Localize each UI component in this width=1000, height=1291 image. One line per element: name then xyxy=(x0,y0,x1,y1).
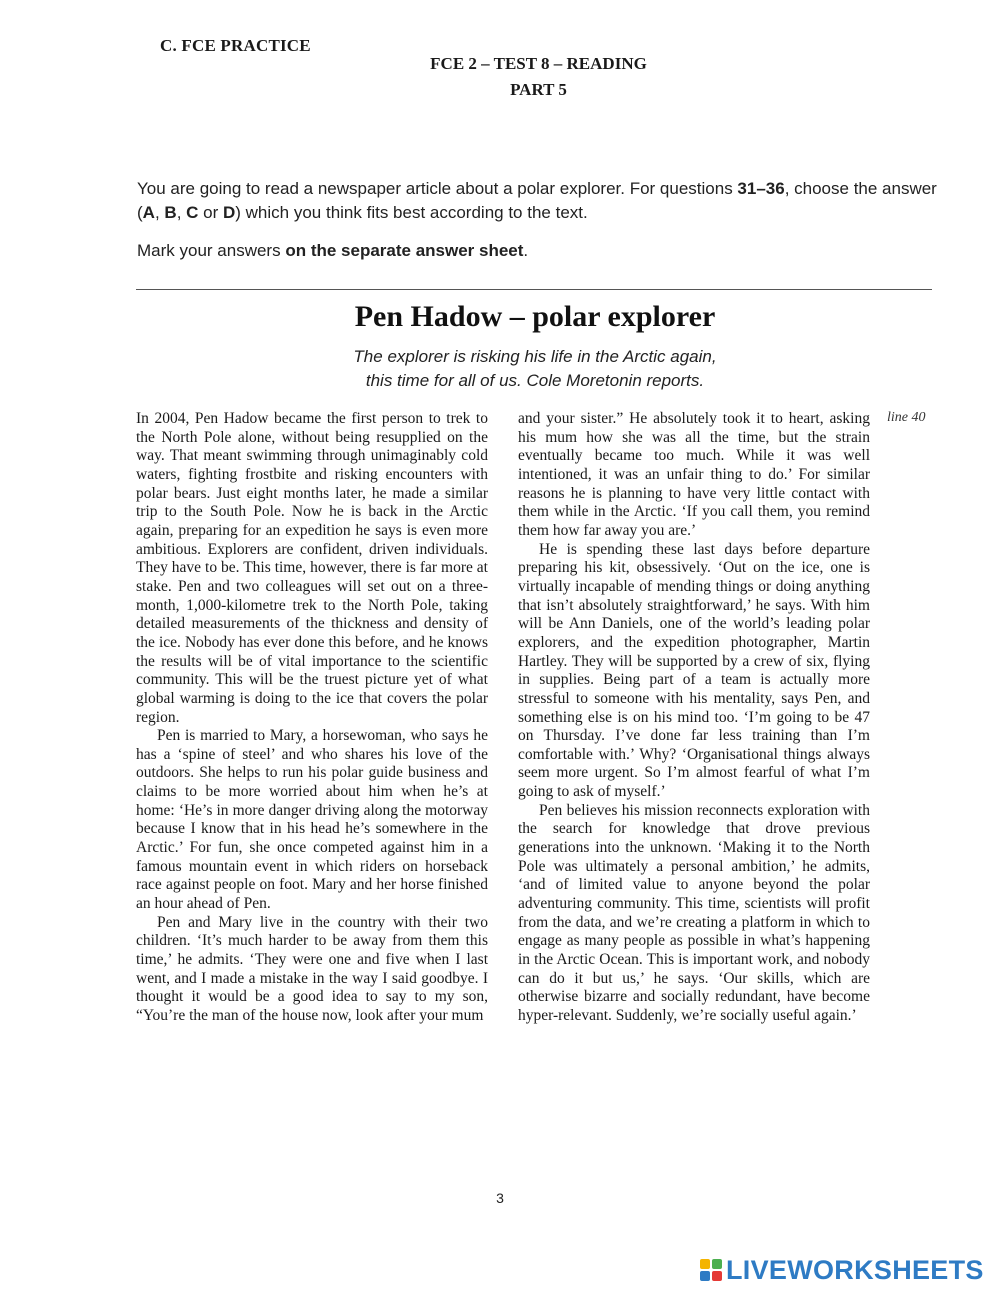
article-paragraph: Pen and Mary live in the country with their two children. ‘It’s much harder to be away from them this time,’ he admits. ‘They were one and five when I last went, and I made a mistake in the way I said goodbye. I thought it would be a good idea to say to my son, “You’re the man of the house now, look after your mum xyxy=(136,913,488,1024)
test-title: FCE 2 – TEST 8 – READING xyxy=(430,54,647,73)
instructions-intro xyxy=(137,177,937,225)
instructions-mark xyxy=(137,239,937,263)
instructions-text: , choose the answer ( xyxy=(137,179,937,222)
liveworksheets-icon xyxy=(700,1259,722,1281)
line-marker: line 40 xyxy=(887,410,926,425)
instructions-text: ) which you think fits best according to the text. xyxy=(235,203,588,222)
instructions-text: , xyxy=(176,203,187,222)
option-b-label: B xyxy=(164,203,177,222)
instructions xyxy=(137,177,937,263)
test-title-block xyxy=(0,51,1000,103)
part-label: PART 5 xyxy=(510,80,567,99)
article-column-right xyxy=(518,410,870,1026)
article-paragraph: Pen believes his mission reconnects exploration with the search for knowledge that drove previous generations into the unknown. ‘Making it to the North Pole was ultimately a personal ambition,’ he admits, ‘and of limited value to anyone beyond the polar adventuring community. This time, scientists will profit from the data, and we’re creating a platform in which to engage as many people as possible in what’s happening in the Arctic Ocean. This is important work, and nobody can do it but us,’ he says. ‘Our skills, which are otherwise bizarre and socially redundant, have become hyper-relevant. Suddenly, we’re socially useful again.’ xyxy=(518,801,870,1024)
instructions-text: You are going to read a newspaper article about a polar explorer. For questions xyxy=(137,179,738,198)
subtitle-line: this time for all of us. Cole Moretonin reports. xyxy=(365,371,705,390)
option-d-label: D xyxy=(222,203,236,222)
logo-square xyxy=(700,1259,710,1269)
divider xyxy=(136,289,932,290)
option-c-label: C xyxy=(186,203,199,222)
article-paragraph: He is spending these last days before departure preparing his kit, obsessively. ‘Out on the ice, one is virtually incapable of mending things or doing anything that isn’t absolutely straightforward,’ he says. With him will be Ann Daniels, one of the world’s leading polar explorers, and the expedition photographer, Martin Hartley. They will be supported by a crew of six, flying in supplies. Being part of a team is actually more stressful to someone with his mentality, says Pen, and something else is on his mind too. ‘I’m going to be 47 on Thursday. I’ve done far less training than I’m comfortable with.’ Why? ‘Organisational things always seem more urgent. So I’m almost fearful of what I’m going to ask of myself.’ xyxy=(518,540,870,801)
liveworksheets-wordmark: LIVEWORKSHEETS xyxy=(726,1254,984,1285)
article-paragraph: and your sister.” He absolutely took it to heart, asking his mum how she was all the time, but the strain eventually became too much. While it was well intentioned, it was an unfair thing to do.’ For similar reasons he is planning to have very little contact with them while in the Arctic. ‘If you call them, you remind them how far away you are.’ xyxy=(518,410,870,539)
answer-sheet-emphasis: on the separate answer sheet xyxy=(285,241,524,260)
instructions-text: . xyxy=(523,241,529,260)
question-range: 31–36 xyxy=(737,179,785,198)
logo-square xyxy=(712,1259,722,1269)
article-paragraph: Pen is married to Mary, a horsewoman, who says he has a ‘spine of steel’ and who shares his love of the outdoors. She helps to run his polar guide business and claims to be more worried about him when he’s at home: ‘He’s in more danger driving along the motorway because I know that in his head he’s somewhere in the Arctic.’ For fun, she once competed against him in a famous mountain event in which riders on horseback race against people on foot. Mary and her horse finished an hour ahead of Pen. xyxy=(136,727,488,913)
liveworksheets-logo[interactable] xyxy=(700,1255,984,1285)
article-subtitle xyxy=(137,345,933,393)
page-number: 3 xyxy=(496,1190,504,1206)
logo-square xyxy=(712,1271,722,1281)
article-title: Pen Hadow – polar explorer xyxy=(354,300,716,333)
article-column-left xyxy=(136,410,488,1026)
subtitle-line: The explorer is risking his life in the Arctic again, xyxy=(353,347,717,366)
instructions-text: , xyxy=(154,203,165,222)
logo-square xyxy=(700,1271,710,1281)
instructions-text: or xyxy=(198,203,223,222)
option-a-label: A xyxy=(142,203,155,222)
article-paragraph: In 2004, Pen Hadow became the first person to trek to the North Pole alone, without being resupplied on the way. That meant swimming through unimaginably cold waters, fighting frostbite and risking encounters with polar bears. Just eight months later, he made a similar trip to the South Pole. Now he is back in the Arctic again, preparing for an expedition he says is even more ambitious. Explorers are confident, driven individuals. They have to be. This time, however, there is far more at stake. Pen and two colleagues will set out on a three-month, 1,000-kilometre trek to the North Pole, taking detailed measurements of the thickness and density of the ice. Nobody has ever done this before, and he knows the results will be of vital importance to the scientific community. This will be the truest picture yet of what global warming is doing to the ice that covers the polar region. xyxy=(136,410,488,726)
instructions-text: Mark your answers xyxy=(137,241,286,260)
section-label: C. FCE PRACTICE xyxy=(160,36,311,55)
